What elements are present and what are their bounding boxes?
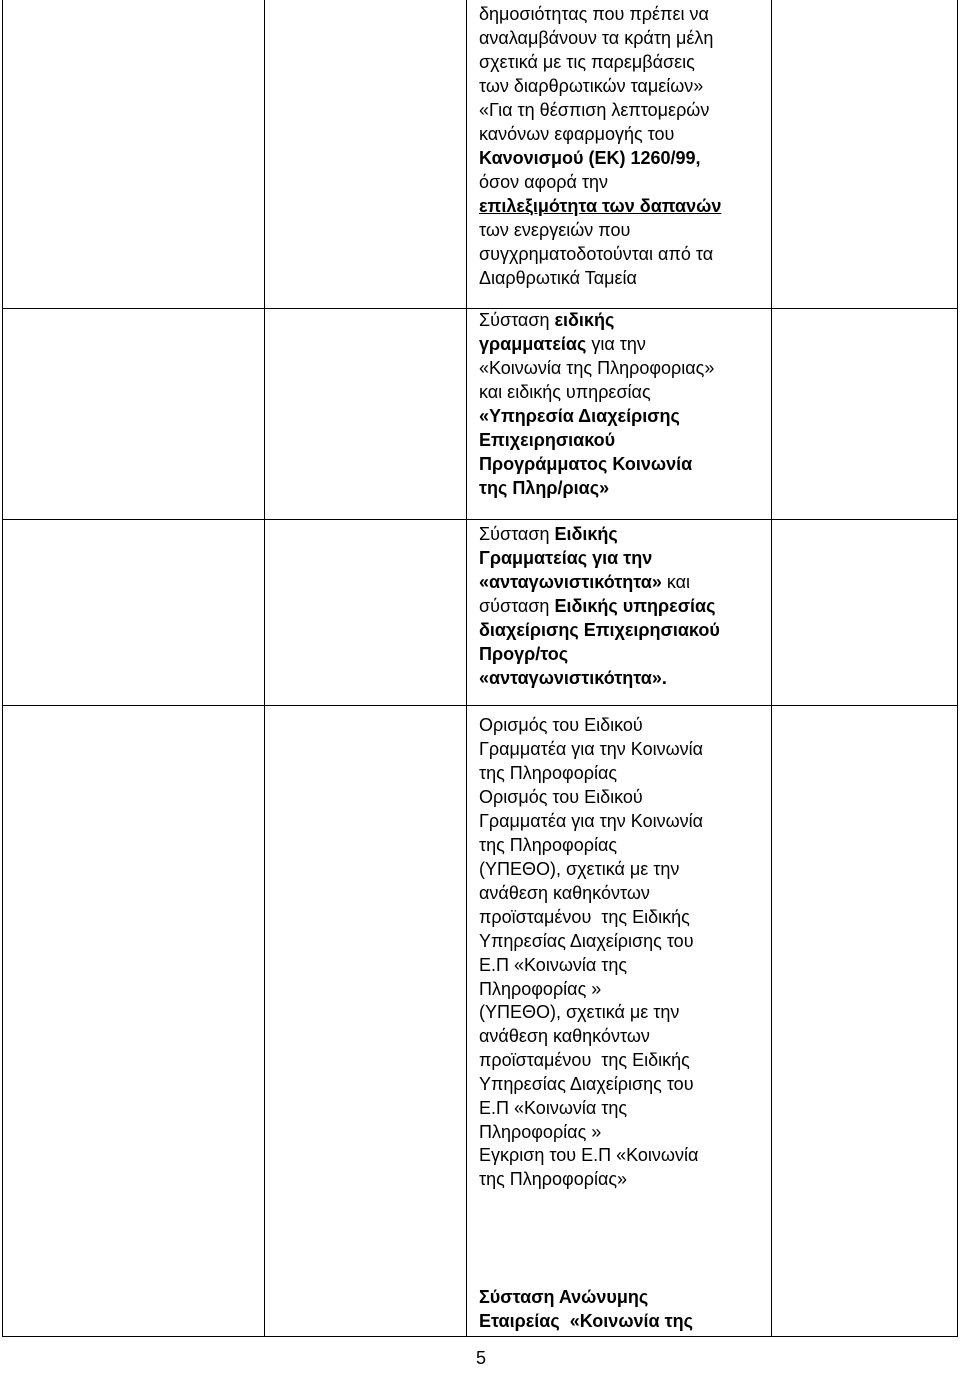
description-segment: επιλεξιμότητα των δαπανών [479,196,722,216]
description-segment: Πληροφορίας » [479,979,602,999]
description-segment: των διαρθρωτικών ταμείων» [479,76,704,96]
description-segment: Ορισμός του Ειδικού [479,787,643,807]
description-segment: και [661,572,691,592]
description-line [479,785,643,809]
table-vertical-border-1 [264,0,265,1337]
description-line [479,713,643,737]
description-segment: προϊσταμένου της Ειδικής [479,1050,690,1070]
description-line [479,929,694,953]
description-line [479,266,637,290]
description-segment: «Υπηρεσία Διαχείρισης [479,406,680,426]
description-segment: για την [586,334,646,354]
description-segment: σύσταση [479,596,555,616]
description-segment: Ειδικής [554,524,618,544]
description-segment: Ορισμός του Ειδικού [479,715,643,735]
description-segment: «ανταγωνιστικότητα». [479,668,667,688]
description-line [479,905,690,929]
description-line [479,1096,627,1120]
description-line [479,428,615,452]
description-segment: της Πληροφορίας [479,763,618,783]
description-segment: «ανταγωνιστικότητα» [479,572,662,592]
description-line [479,642,568,666]
description-line [479,2,709,26]
description-segment: Διαρθρωτικά Ταμεία [479,268,637,288]
description-segment: Γραμματείας για την [479,548,653,568]
description-segment: όσον αφορά την [479,172,608,192]
description-line [479,1120,601,1144]
description-line [479,146,701,170]
description-segment: της Πληροφορίας» [479,1169,628,1189]
description-line [479,332,646,356]
description-segment: (ΥΠΕΘΟ), σχετικά με την [479,1002,680,1022]
description-segment: Προγράμματος Κοινωνία [479,454,693,474]
description-segment: Πληροφορίας » [479,1122,602,1142]
description-segment: ανάθεση καθηκόντων [479,883,650,903]
description-segment: Εγκριση του Ε.Π «Κοινωνία [479,1145,699,1165]
description-segment: των ενεργειών που [479,220,631,240]
description-line [479,594,715,618]
description-line [479,380,651,404]
description-segment: σχετικά με τις παρεμβάσεις [479,52,695,72]
description-line [479,546,652,570]
table-bottom-border [2,1336,957,1337]
description-segment: δημοσιότητας που πρέπει να [479,4,709,24]
description-line [479,1000,679,1024]
description-segment: διαχείρισης Επιχειρησιακού [479,620,720,640]
description-line [479,522,618,546]
description-segment: Υπηρεσίας Διαχείρισης του [479,931,694,951]
description-line [479,218,630,242]
description-line [479,857,679,881]
description-segment: αναλαμβάνουν τα κράτη μέλη [479,28,714,48]
description-line [479,452,692,476]
description-segment: «Για τη θέσπιση λεπτομερών [479,100,710,120]
description-line [479,476,609,500]
description-line [479,953,627,977]
description-line [479,570,690,594]
description-segment: ειδικής [554,310,615,330]
description-line [479,737,703,761]
description-segment: Κανονισμού (ΕΚ) 1260/99, [479,148,701,168]
table-vertical-border-2 [466,0,467,1337]
description-line [479,356,714,380]
description-line [479,881,650,905]
description-line [479,618,720,642]
table-vertical-border-4 [957,0,958,1337]
description-line [479,1309,693,1333]
description-segment: Εταιρείας «Κοινωνία της [479,1311,693,1331]
row-border-8-9 [2,705,957,706]
description-segment: «Κοινωνία της Πληροφοριας» [479,358,715,378]
description-segment: συγχρηματοδοτούνται από τα [479,244,714,264]
description-segment: και ειδικής υπηρεσίας [479,382,651,402]
description-segment: Σύσταση Ανώνυμης [479,1287,649,1307]
description-line [479,308,614,332]
description-line [479,170,608,194]
description-line [479,1072,694,1096]
description-segment: Ε.Π «Κοινωνία της [479,955,628,975]
description-line [479,50,695,74]
description-segment: Γραμματέα για την Κοινωνία [479,739,704,759]
description-line [479,1285,648,1309]
description-segment: (ΥΠΕΘΟ), σχετικά με την [479,859,680,879]
table-vertical-border-3 [771,0,772,1337]
description-line [479,1143,698,1167]
description-segment: ανάθεση καθηκόντων [479,1026,650,1046]
description-line [479,98,709,122]
description-segment: της Πληροφορίας [479,835,618,855]
description-segment: Επιχειρησιακού [479,430,616,450]
description-segment: γραμματείας [479,334,587,354]
description-line [479,1048,690,1072]
description-line [479,26,713,50]
description-line [479,977,601,1001]
description-line [479,761,617,785]
description-segment: Σύσταση [479,524,555,544]
description-segment: Γραμματέα για την Κοινωνία [479,811,704,831]
description-segment: Υπηρεσίας Διαχείρισης του [479,1074,694,1094]
description-line [479,74,703,98]
description-segment: Σύσταση [479,310,555,330]
description-segment: προϊσταμένου της Ειδικής [479,907,690,927]
row-border-7-8 [2,519,957,520]
description-line [479,404,680,428]
description-segment: Ειδικής υπηρεσίας [554,596,716,616]
description-line [479,809,703,833]
description-segment: της Πληρ/ριας» [479,478,610,498]
description-line [479,242,713,266]
description-line [479,122,674,146]
description-segment: Ε.Π «Κοινωνία της [479,1098,628,1118]
description-segment: Προγρ/τος [479,644,569,664]
description-line [479,833,617,857]
description-line [479,666,667,690]
description-line [479,1167,627,1191]
page-number: 5 [476,1348,487,1368]
table-vertical-border-0 [2,0,3,1337]
description-line [479,194,721,218]
description-segment: κανόνων εφαρμογής του [479,124,675,144]
description-line [479,1024,650,1048]
